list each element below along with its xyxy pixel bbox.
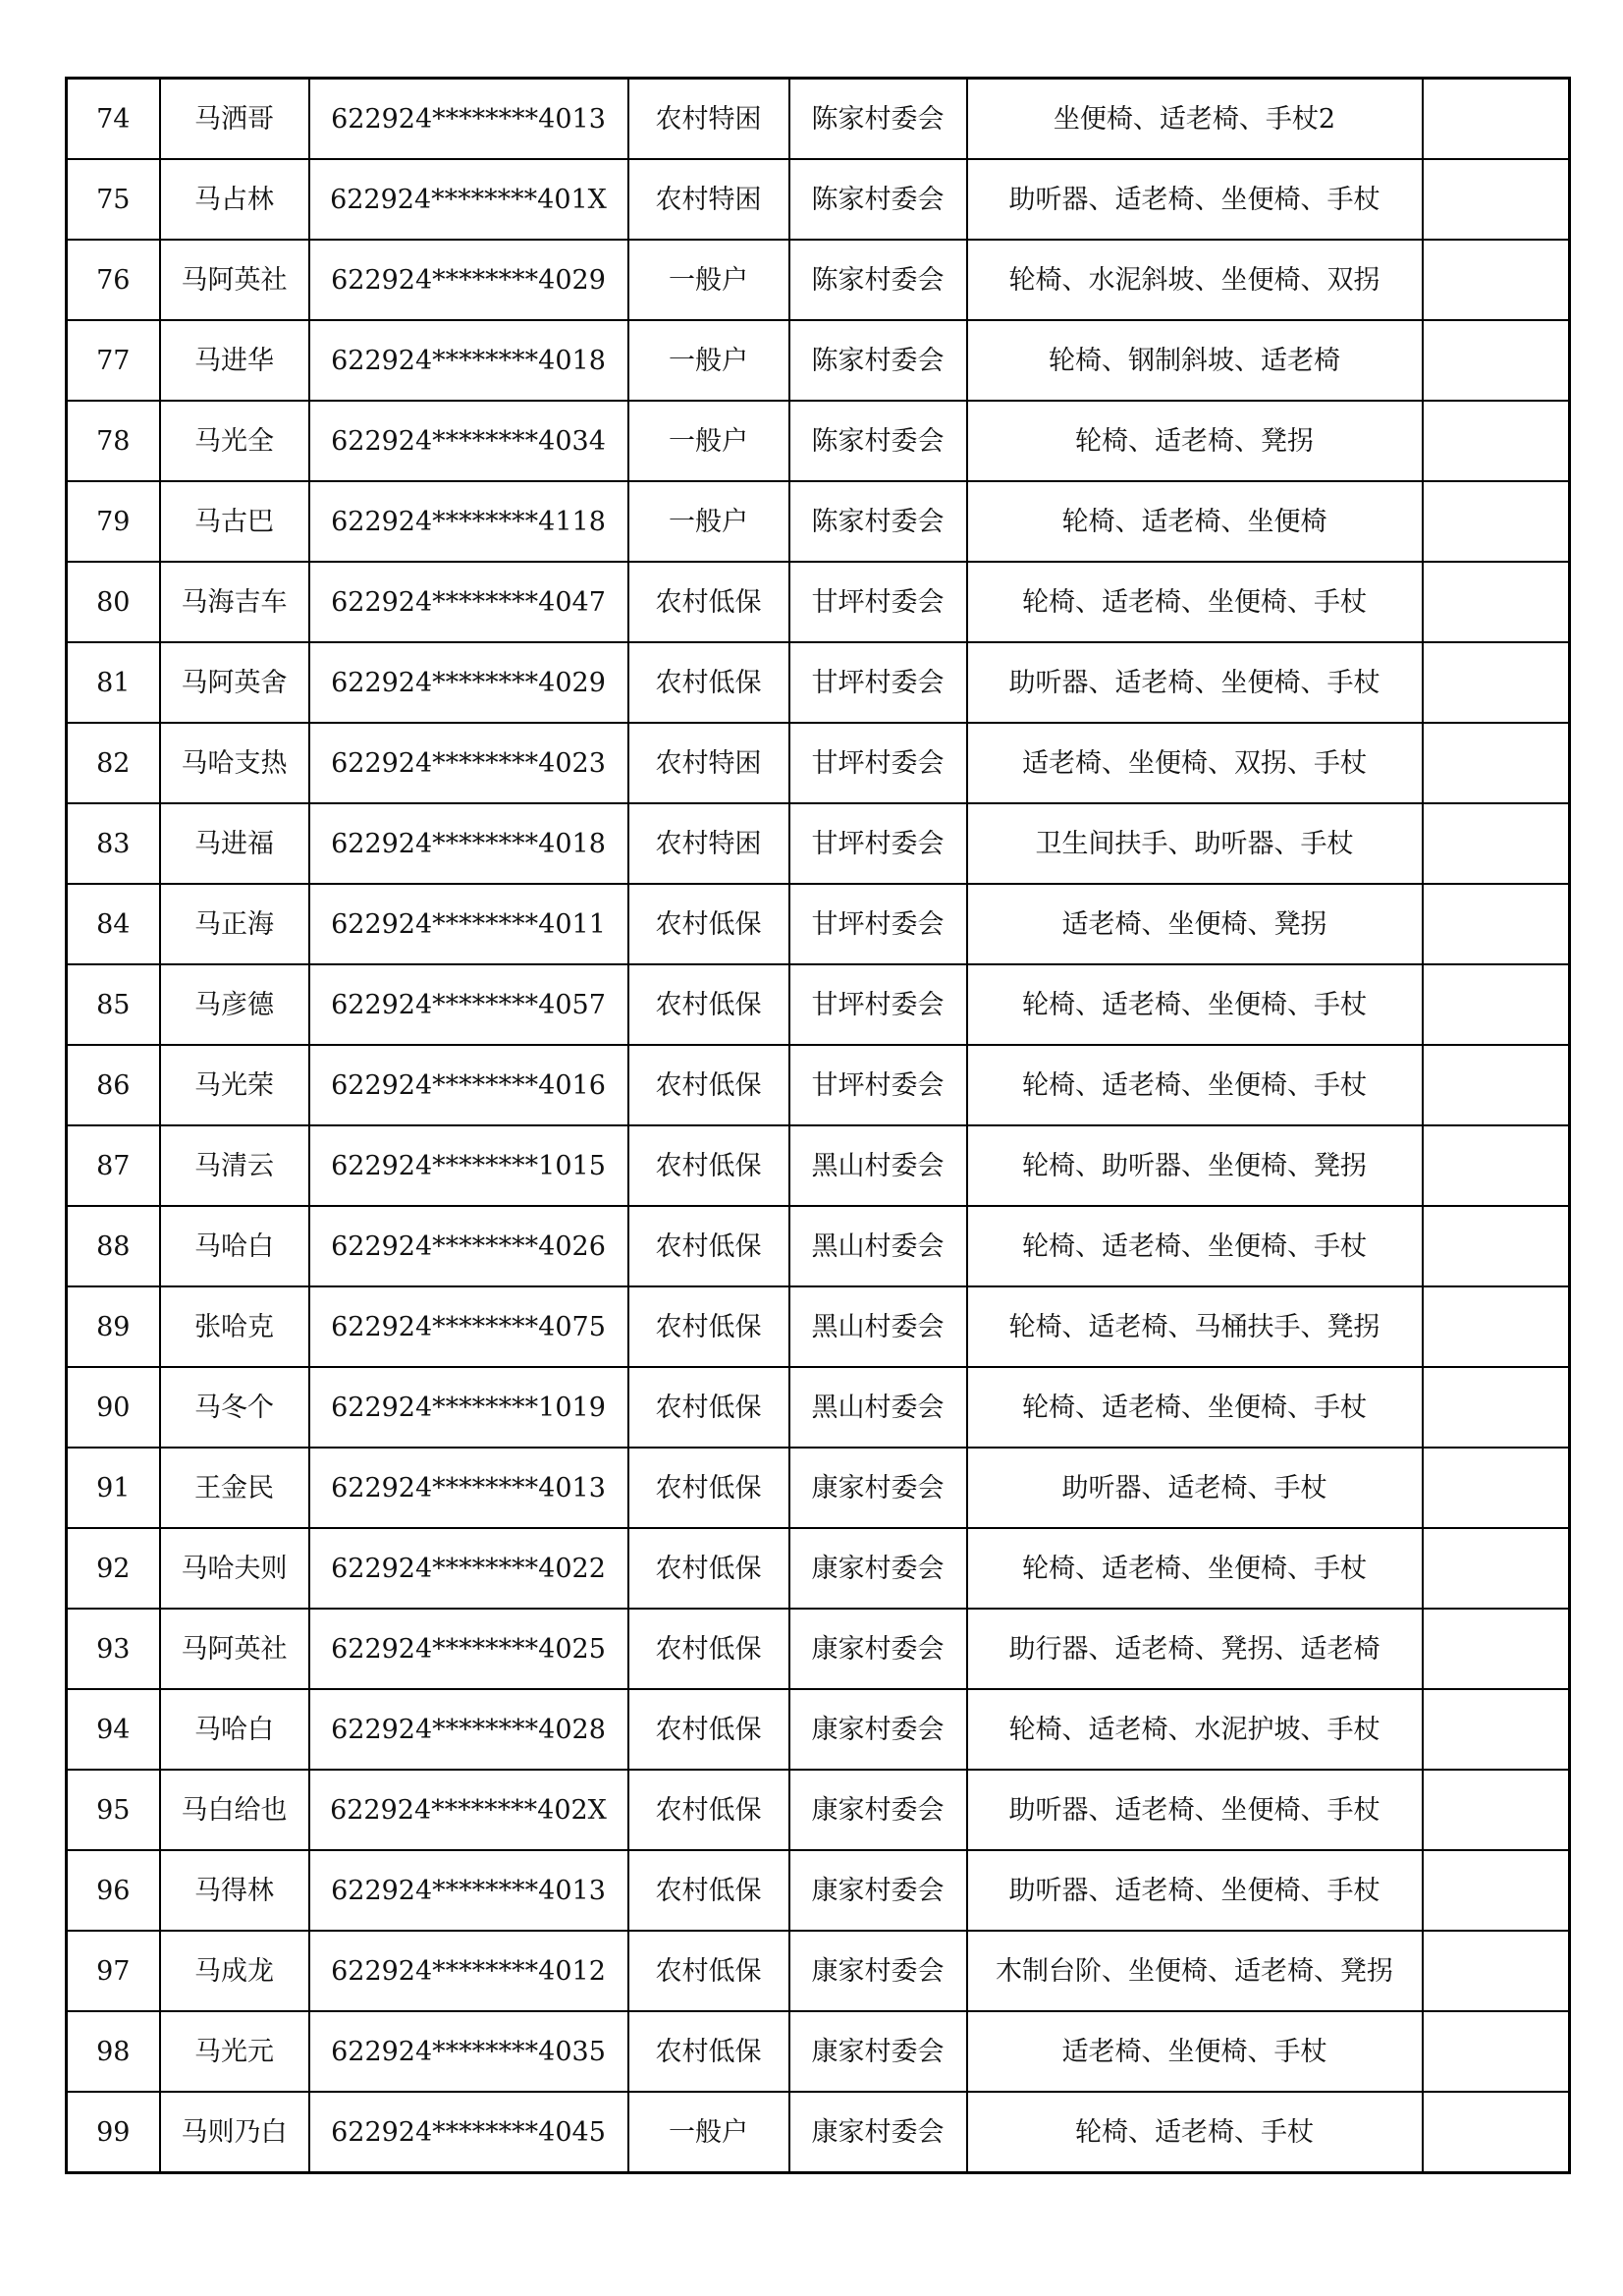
table-row — [67, 803, 1570, 884]
remark-cell — [1423, 401, 1570, 481]
household-category-cell: 农村低保 — [628, 884, 789, 964]
household-category-cell: 农村低保 — [628, 562, 789, 642]
id-number-cell: 622924********4118 — [309, 481, 628, 562]
assistive-items-cell: 助行器、适老椅、凳拐、适老椅 — [967, 1609, 1423, 1689]
id-number-cell: 622924********4023 — [309, 723, 628, 803]
table-row — [67, 723, 1570, 803]
id-number-cell: 622924********4029 — [309, 642, 628, 723]
table-row — [67, 240, 1570, 320]
name-cell: 马正海 — [160, 884, 309, 964]
row-number-cell: 93 — [67, 1609, 160, 1689]
table-row — [67, 2011, 1570, 2092]
name-cell: 马清云 — [160, 1125, 309, 1206]
village-committee-cell: 甘坪村委会 — [789, 723, 967, 803]
table-row — [67, 159, 1570, 240]
id-number-cell: 622924********4028 — [309, 1689, 628, 1770]
name-cell: 马进华 — [160, 320, 309, 401]
remark-cell — [1423, 1931, 1570, 2011]
remark-cell — [1423, 884, 1570, 964]
row-number-cell: 80 — [67, 562, 160, 642]
village-committee-cell: 康家村委会 — [789, 1448, 967, 1528]
name-cell: 马占林 — [160, 159, 309, 240]
remark-cell — [1423, 1286, 1570, 1367]
assistive-items-cell: 轮椅、适老椅、凳拐 — [967, 401, 1423, 481]
table-row — [67, 562, 1570, 642]
remark-cell — [1423, 2092, 1570, 2173]
id-number-cell: 622924********4011 — [309, 884, 628, 964]
assistive-items-cell: 轮椅、适老椅、坐便椅、手杖 — [967, 1045, 1423, 1125]
name-cell: 马哈支热 — [160, 723, 309, 803]
remark-cell — [1423, 1448, 1570, 1528]
remark-cell — [1423, 1770, 1570, 1850]
row-number-cell: 84 — [67, 884, 160, 964]
row-number-cell: 78 — [67, 401, 160, 481]
row-number-cell: 99 — [67, 2092, 160, 2173]
id-number-cell: 622924********4047 — [309, 562, 628, 642]
table-row — [67, 1931, 1570, 2011]
household-category-cell: 农村低保 — [628, 2011, 789, 2092]
village-committee-cell: 甘坪村委会 — [789, 964, 967, 1045]
village-committee-cell: 甘坪村委会 — [789, 1045, 967, 1125]
table-row — [67, 1609, 1570, 1689]
row-number-cell: 85 — [67, 964, 160, 1045]
household-category-cell: 一般户 — [628, 320, 789, 401]
id-number-cell: 622924********401X — [309, 159, 628, 240]
village-committee-cell: 陈家村委会 — [789, 79, 967, 160]
remark-cell — [1423, 1367, 1570, 1448]
row-number-cell: 95 — [67, 1770, 160, 1850]
row-number-cell: 79 — [67, 481, 160, 562]
name-cell: 马哈白 — [160, 1206, 309, 1286]
assistive-items-cell: 轮椅、水泥斜坡、坐便椅、双拐 — [967, 240, 1423, 320]
remark-cell — [1423, 562, 1570, 642]
table-row — [67, 1286, 1570, 1367]
table-row — [67, 1125, 1570, 1206]
name-cell: 马光荣 — [160, 1045, 309, 1125]
assistive-items-cell: 卫生间扶手、助听器、手杖 — [967, 803, 1423, 884]
row-number-cell: 82 — [67, 723, 160, 803]
row-number-cell: 81 — [67, 642, 160, 723]
id-number-cell: 622924********1015 — [309, 1125, 628, 1206]
assistive-items-cell: 轮椅、适老椅、坐便椅 — [967, 481, 1423, 562]
name-cell: 马得林 — [160, 1850, 309, 1931]
table-row — [67, 401, 1570, 481]
remark-cell — [1423, 240, 1570, 320]
household-category-cell: 一般户 — [628, 401, 789, 481]
id-number-cell: 622924********4013 — [309, 1850, 628, 1931]
name-cell: 马白给也 — [160, 1770, 309, 1850]
name-cell: 马阿英舍 — [160, 642, 309, 723]
assistive-items-cell: 助听器、适老椅、坐便椅、手杖 — [967, 1850, 1423, 1931]
id-number-cell: 622924********4012 — [309, 1931, 628, 2011]
household-category-cell: 农村低保 — [628, 1448, 789, 1528]
name-cell: 马阿英社 — [160, 240, 309, 320]
id-number-cell: 622924********4022 — [309, 1528, 628, 1609]
village-committee-cell: 陈家村委会 — [789, 320, 967, 401]
row-number-cell: 74 — [67, 79, 160, 160]
name-cell: 张哈克 — [160, 1286, 309, 1367]
household-category-cell: 农村低保 — [628, 1367, 789, 1448]
name-cell: 马彦德 — [160, 964, 309, 1045]
id-number-cell: 622924********4026 — [309, 1206, 628, 1286]
table-row — [67, 1448, 1570, 1528]
assistive-items-cell: 适老椅、坐便椅、手杖 — [967, 2011, 1423, 2092]
row-number-cell: 96 — [67, 1850, 160, 1931]
row-number-cell: 94 — [67, 1689, 160, 1770]
household-category-cell: 一般户 — [628, 2092, 789, 2173]
village-committee-cell: 黑山村委会 — [789, 1125, 967, 1206]
table-row — [67, 2092, 1570, 2173]
row-number-cell: 97 — [67, 1931, 160, 2011]
row-number-cell: 91 — [67, 1448, 160, 1528]
id-number-cell: 622924********402X — [309, 1770, 628, 1850]
row-number-cell: 90 — [67, 1367, 160, 1448]
assistive-items-cell: 助听器、适老椅、坐便椅、手杖 — [967, 159, 1423, 240]
id-number-cell: 622924********4057 — [309, 964, 628, 1045]
household-category-cell: 农村低保 — [628, 1125, 789, 1206]
village-committee-cell: 康家村委会 — [789, 1850, 967, 1931]
row-number-cell: 98 — [67, 2011, 160, 2092]
household-category-cell: 农村低保 — [628, 1689, 789, 1770]
household-category-cell: 农村低保 — [628, 1609, 789, 1689]
assistive-items-cell: 轮椅、适老椅、坐便椅、手杖 — [967, 1206, 1423, 1286]
remark-cell — [1423, 320, 1570, 401]
name-cell: 马进福 — [160, 803, 309, 884]
household-category-cell: 农村特困 — [628, 159, 789, 240]
remark-cell — [1423, 1609, 1570, 1689]
village-committee-cell: 陈家村委会 — [789, 159, 967, 240]
household-category-cell: 农村低保 — [628, 1206, 789, 1286]
id-number-cell: 622924********4029 — [309, 240, 628, 320]
remark-cell — [1423, 1689, 1570, 1770]
name-cell: 马古巴 — [160, 481, 309, 562]
name-cell: 马哈白 — [160, 1689, 309, 1770]
row-number-cell: 83 — [67, 803, 160, 884]
assistive-items-cell: 轮椅、适老椅、手杖 — [967, 2092, 1423, 2173]
household-category-cell: 农村低保 — [628, 642, 789, 723]
assistive-items-cell: 适老椅、坐便椅、双拐、手杖 — [967, 723, 1423, 803]
remark-cell — [1423, 1528, 1570, 1609]
assistive-items-cell: 助听器、适老椅、手杖 — [967, 1448, 1423, 1528]
name-cell: 马哈夫则 — [160, 1528, 309, 1609]
remark-cell — [1423, 1045, 1570, 1125]
village-committee-cell: 康家村委会 — [789, 1609, 967, 1689]
household-category-cell: 农村低保 — [628, 1528, 789, 1609]
name-cell: 马光全 — [160, 401, 309, 481]
table-row — [67, 1770, 1570, 1850]
id-number-cell: 622924********4075 — [309, 1286, 628, 1367]
assistive-items-cell: 轮椅、适老椅、坐便椅、手杖 — [967, 1367, 1423, 1448]
id-number-cell: 622924********4018 — [309, 320, 628, 401]
name-cell: 马洒哥 — [160, 79, 309, 160]
household-category-cell: 农村低保 — [628, 1286, 789, 1367]
village-committee-cell: 陈家村委会 — [789, 240, 967, 320]
household-category-cell: 农村低保 — [628, 1045, 789, 1125]
household-category-cell: 一般户 — [628, 481, 789, 562]
assistive-items-cell: 坐便椅、适老椅、手杖2 — [967, 79, 1423, 160]
table-row — [67, 320, 1570, 401]
table-row — [67, 1367, 1570, 1448]
village-committee-cell: 甘坪村委会 — [789, 642, 967, 723]
name-cell: 马光元 — [160, 2011, 309, 2092]
assistive-items-cell: 适老椅、坐便椅、凳拐 — [967, 884, 1423, 964]
household-category-cell: 农村低保 — [628, 1931, 789, 2011]
remark-cell — [1423, 1125, 1570, 1206]
household-category-cell: 农村特困 — [628, 803, 789, 884]
village-committee-cell: 黑山村委会 — [789, 1206, 967, 1286]
row-number-cell: 92 — [67, 1528, 160, 1609]
remark-cell — [1423, 642, 1570, 723]
row-number-cell: 86 — [67, 1045, 160, 1125]
household-category-cell: 一般户 — [628, 240, 789, 320]
remark-cell — [1423, 79, 1570, 160]
remark-cell — [1423, 2011, 1570, 2092]
table-row — [67, 884, 1570, 964]
row-number-cell: 88 — [67, 1206, 160, 1286]
village-committee-cell: 陈家村委会 — [789, 401, 967, 481]
remark-cell — [1423, 481, 1570, 562]
assistive-items-cell: 轮椅、适老椅、水泥护坡、手杖 — [967, 1689, 1423, 1770]
name-cell: 王金民 — [160, 1448, 309, 1528]
village-committee-cell: 甘坪村委会 — [789, 884, 967, 964]
assistive-items-cell: 木制台阶、坐便椅、适老椅、凳拐 — [967, 1931, 1423, 2011]
row-number-cell: 77 — [67, 320, 160, 401]
assistive-items-cell: 助听器、适老椅、坐便椅、手杖 — [967, 1770, 1423, 1850]
row-number-cell: 76 — [67, 240, 160, 320]
household-category-cell: 农村低保 — [628, 1850, 789, 1931]
name-cell: 马海吉车 — [160, 562, 309, 642]
remark-cell — [1423, 1850, 1570, 1931]
name-cell: 马冬个 — [160, 1367, 309, 1448]
village-committee-cell: 康家村委会 — [789, 1770, 967, 1850]
table-body — [67, 79, 1570, 2173]
name-cell: 马则乃白 — [160, 2092, 309, 2173]
household-category-cell: 农村低保 — [628, 1770, 789, 1850]
village-committee-cell: 康家村委会 — [789, 1528, 967, 1609]
village-committee-cell: 康家村委会 — [789, 2092, 967, 2173]
household-category-cell: 农村低保 — [628, 964, 789, 1045]
assistive-items-cell: 轮椅、适老椅、坐便椅、手杖 — [967, 1528, 1423, 1609]
name-cell: 马阿英社 — [160, 1609, 309, 1689]
assistive-items-cell: 轮椅、适老椅、坐便椅、手杖 — [967, 562, 1423, 642]
beneficiary-table — [65, 77, 1571, 2174]
household-category-cell: 农村特困 — [628, 79, 789, 160]
village-committee-cell: 黑山村委会 — [789, 1286, 967, 1367]
assistive-items-cell: 轮椅、助听器、坐便椅、凳拐 — [967, 1125, 1423, 1206]
table-row — [67, 481, 1570, 562]
village-committee-cell: 康家村委会 — [789, 2011, 967, 2092]
table-row — [67, 1850, 1570, 1931]
household-category-cell: 农村特困 — [628, 723, 789, 803]
table-row — [67, 1206, 1570, 1286]
remark-cell — [1423, 803, 1570, 884]
remark-cell — [1423, 723, 1570, 803]
row-number-cell: 87 — [67, 1125, 160, 1206]
village-committee-cell: 甘坪村委会 — [789, 562, 967, 642]
village-committee-cell: 陈家村委会 — [789, 481, 967, 562]
table-row — [67, 1528, 1570, 1609]
table-row — [67, 1045, 1570, 1125]
remark-cell — [1423, 964, 1570, 1045]
village-committee-cell: 黑山村委会 — [789, 1367, 967, 1448]
remark-cell — [1423, 159, 1570, 240]
id-number-cell: 622924********4018 — [309, 803, 628, 884]
assistive-items-cell: 轮椅、适老椅、坐便椅、手杖 — [967, 964, 1423, 1045]
id-number-cell: 622924********4013 — [309, 79, 628, 160]
id-number-cell: 622924********1019 — [309, 1367, 628, 1448]
id-number-cell: 622924********4035 — [309, 2011, 628, 2092]
name-cell: 马成龙 — [160, 1931, 309, 2011]
remark-cell — [1423, 1206, 1570, 1286]
id-number-cell: 622924********4034 — [309, 401, 628, 481]
row-number-cell: 75 — [67, 159, 160, 240]
id-number-cell: 622924********4025 — [309, 1609, 628, 1689]
table-row — [67, 1689, 1570, 1770]
assistive-items-cell: 助听器、适老椅、坐便椅、手杖 — [967, 642, 1423, 723]
id-number-cell: 622924********4013 — [309, 1448, 628, 1528]
village-committee-cell: 康家村委会 — [789, 1931, 967, 2011]
assistive-items-cell: 轮椅、钢制斜坡、适老椅 — [967, 320, 1423, 401]
id-number-cell: 622924********4045 — [309, 2092, 628, 2173]
id-number-cell: 622924********4016 — [309, 1045, 628, 1125]
table-row — [67, 79, 1570, 160]
assistive-items-cell: 轮椅、适老椅、马桶扶手、凳拐 — [967, 1286, 1423, 1367]
village-committee-cell: 甘坪村委会 — [789, 803, 967, 884]
table-row — [67, 642, 1570, 723]
village-committee-cell: 康家村委会 — [789, 1689, 967, 1770]
row-number-cell: 89 — [67, 1286, 160, 1367]
table-row — [67, 964, 1570, 1045]
